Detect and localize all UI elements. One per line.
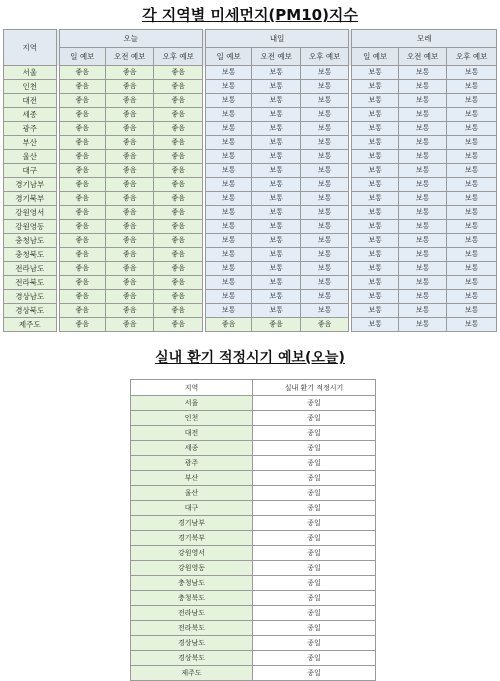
forecast-cell: 보통 xyxy=(398,150,446,164)
forecast-cell: 보통 xyxy=(300,276,349,290)
forecast-cell: 좋음 xyxy=(105,304,153,318)
region-cell: 전라남도 xyxy=(4,262,57,276)
forecast-cell: 보통 xyxy=(352,164,398,178)
forecast-cell: 보통 xyxy=(398,122,446,136)
forecast-cell: 보통 xyxy=(352,262,398,276)
ventilation-time-cell: 종일 xyxy=(253,531,376,546)
ventilation-time-cell: 종일 xyxy=(253,621,376,636)
forecast-cell: 보통 xyxy=(447,290,497,304)
forecast-cell: 보통 xyxy=(447,304,497,318)
table-row xyxy=(4,164,497,178)
forecast-cell: 보통 xyxy=(398,248,446,262)
table-row xyxy=(4,276,497,290)
forecast-cell: 보통 xyxy=(398,276,446,290)
ventilation-time-cell: 종일 xyxy=(253,666,376,681)
forecast-cell: 좋음 xyxy=(205,318,251,332)
table-row xyxy=(131,486,376,501)
forecast-cell: 보통 xyxy=(398,136,446,150)
sub-header-am: 오전 예보 xyxy=(252,48,300,66)
forecast-cell: 보통 xyxy=(205,108,251,122)
forecast-cell: 보통 xyxy=(352,122,398,136)
table-row xyxy=(4,178,497,192)
ventilation-header-row xyxy=(131,380,376,396)
forecast-cell: 보통 xyxy=(205,178,251,192)
forecast-cell: 보통 xyxy=(205,192,251,206)
forecast-cell: 좋음 xyxy=(59,164,105,178)
forecast-cell: 좋음 xyxy=(59,108,105,122)
region-cell: 대구 xyxy=(131,501,253,516)
forecast-cell: 보통 xyxy=(447,136,497,150)
forecast-cell: 보통 xyxy=(300,206,349,220)
table-row xyxy=(4,304,497,318)
table-row xyxy=(4,150,497,164)
forecast-cell: 보통 xyxy=(205,234,251,248)
forecast-cell: 좋음 xyxy=(154,192,203,206)
region-cell: 경상남도 xyxy=(131,636,253,651)
ventilation-time-cell: 종일 xyxy=(253,396,376,411)
ventilation-time-cell: 종일 xyxy=(253,516,376,531)
forecast-cell: 보통 xyxy=(252,304,300,318)
forecast-cell: 보통 xyxy=(252,276,300,290)
table-row xyxy=(4,234,497,248)
forecast-cell: 보통 xyxy=(300,234,349,248)
forecast-cell: 좋음 xyxy=(105,220,153,234)
forecast-cell: 좋음 xyxy=(105,276,153,290)
forecast-cell: 좋음 xyxy=(105,94,153,108)
forecast-cell: 보통 xyxy=(447,66,497,80)
day-group-header-row xyxy=(4,30,497,48)
forecast-cell: 좋음 xyxy=(105,234,153,248)
table-row xyxy=(4,80,497,94)
region-cell: 세종 xyxy=(4,108,57,122)
forecast-cell: 보통 xyxy=(352,220,398,234)
forecast-cell: 보통 xyxy=(205,80,251,94)
region-header: 지역 xyxy=(4,30,57,66)
forecast-cell: 보통 xyxy=(252,178,300,192)
table-row xyxy=(4,136,497,150)
sub-header-am: 오전 예보 xyxy=(398,48,446,66)
region-cell: 충청북도 xyxy=(4,248,57,262)
ventilation-time-cell: 종일 xyxy=(253,636,376,651)
table-row xyxy=(4,262,497,276)
ventilation-time-cell: 종일 xyxy=(253,576,376,591)
table-row xyxy=(4,108,497,122)
forecast-cell: 좋음 xyxy=(154,164,203,178)
sub-header-pm: 오후 예보 xyxy=(154,48,203,66)
ventilation-time-cell: 종일 xyxy=(253,411,376,426)
forecast-cell: 보통 xyxy=(252,80,300,94)
forecast-cell: 보통 xyxy=(205,220,251,234)
region-cell: 제주도 xyxy=(4,318,57,332)
table-row xyxy=(4,122,497,136)
forecast-cell: 보통 xyxy=(352,234,398,248)
forecast-cell: 보통 xyxy=(352,290,398,304)
forecast-cell: 보통 xyxy=(398,262,446,276)
forecast-cell: 보통 xyxy=(398,206,446,220)
day-group-tomorrow: 내일 xyxy=(205,30,348,48)
table-row xyxy=(131,606,376,621)
forecast-cell: 보통 xyxy=(300,136,349,150)
forecast-cell: 보통 xyxy=(300,290,349,304)
sub-header-daily: 일 예보 xyxy=(59,48,105,66)
region-cell: 인천 xyxy=(131,411,253,426)
forecast-cell: 좋음 xyxy=(105,248,153,262)
region-cell: 울산 xyxy=(131,486,253,501)
forecast-cell: 좋음 xyxy=(59,80,105,94)
sub-header-pm: 오후 예보 xyxy=(447,48,497,66)
forecast-cell: 좋음 xyxy=(59,122,105,136)
region-cell: 전라남도 xyxy=(131,606,253,621)
forecast-cell: 좋음 xyxy=(59,234,105,248)
forecast-cell: 좋음 xyxy=(154,206,203,220)
sub-header-am: 오전 예보 xyxy=(105,48,153,66)
forecast-cell: 보통 xyxy=(352,248,398,262)
region-cell: 서울 xyxy=(131,396,253,411)
forecast-cell: 보통 xyxy=(205,304,251,318)
forecast-cell: 좋음 xyxy=(154,304,203,318)
table-row xyxy=(131,651,376,666)
forecast-cell: 보통 xyxy=(352,192,398,206)
forecast-cell: 보통 xyxy=(205,276,251,290)
forecast-cell: 보통 xyxy=(252,234,300,248)
forecast-cell: 보통 xyxy=(447,94,497,108)
table-row xyxy=(4,206,497,220)
region-cell: 충청남도 xyxy=(4,234,57,248)
forecast-cell: 보통 xyxy=(252,290,300,304)
forecast-cell: 보통 xyxy=(252,262,300,276)
region-cell: 대전 xyxy=(4,94,57,108)
table-row xyxy=(131,471,376,486)
forecast-cell: 좋음 xyxy=(59,276,105,290)
forecast-cell: 좋음 xyxy=(105,178,153,192)
forecast-cell: 보통 xyxy=(300,150,349,164)
forecast-cell: 좋음 xyxy=(105,290,153,304)
region-cell: 대구 xyxy=(4,164,57,178)
table-row xyxy=(131,396,376,411)
pm10-table xyxy=(3,29,497,332)
forecast-cell: 보통 xyxy=(300,248,349,262)
table-row xyxy=(131,591,376,606)
forecast-cell: 보통 xyxy=(398,220,446,234)
forecast-cell: 보통 xyxy=(352,276,398,290)
forecast-cell: 보통 xyxy=(300,66,349,80)
forecast-cell: 보통 xyxy=(352,80,398,94)
table-row xyxy=(131,501,376,516)
forecast-cell: 보통 xyxy=(205,94,251,108)
forecast-cell: 좋음 xyxy=(59,290,105,304)
forecast-cell: 좋음 xyxy=(105,192,153,206)
forecast-cell: 보통 xyxy=(447,122,497,136)
forecast-cell: 보통 xyxy=(205,262,251,276)
forecast-cell: 좋음 xyxy=(154,290,203,304)
region-cell: 강원영동 xyxy=(131,561,253,576)
forecast-cell: 좋음 xyxy=(59,150,105,164)
forecast-cell: 좋음 xyxy=(105,206,153,220)
region-cell: 경기남부 xyxy=(4,178,57,192)
region-cell: 울산 xyxy=(4,150,57,164)
ventilation-region-header: 지역 xyxy=(131,380,253,396)
forecast-cell: 좋음 xyxy=(59,66,105,80)
table-row xyxy=(131,531,376,546)
forecast-cell: 보통 xyxy=(300,122,349,136)
table-row xyxy=(4,220,497,234)
forecast-cell: 보통 xyxy=(205,290,251,304)
forecast-cell: 보통 xyxy=(205,164,251,178)
forecast-cell: 좋음 xyxy=(154,122,203,136)
forecast-cell: 좋음 xyxy=(105,136,153,150)
ventilation-time-cell: 종일 xyxy=(253,456,376,471)
ventilation-time-cell: 종일 xyxy=(253,591,376,606)
forecast-cell: 보통 xyxy=(205,122,251,136)
forecast-cell: 좋음 xyxy=(105,122,153,136)
forecast-cell: 보통 xyxy=(252,206,300,220)
forecast-cell: 보통 xyxy=(252,164,300,178)
forecast-cell: 보통 xyxy=(352,304,398,318)
forecast-cell: 보통 xyxy=(252,108,300,122)
forecast-cell: 좋음 xyxy=(59,318,105,332)
forecast-cell: 보통 xyxy=(205,206,251,220)
forecast-cell: 보통 xyxy=(398,178,446,192)
forecast-cell: 좋음 xyxy=(59,248,105,262)
forecast-cell: 좋음 xyxy=(154,80,203,94)
table-row xyxy=(131,666,376,681)
region-cell: 부산 xyxy=(4,136,57,150)
region-cell: 강원영서 xyxy=(4,206,57,220)
region-cell: 경기북부 xyxy=(4,192,57,206)
forecast-cell: 좋음 xyxy=(300,318,349,332)
table-row xyxy=(4,248,497,262)
table-row xyxy=(4,318,497,332)
forecast-cell: 보통 xyxy=(398,304,446,318)
forecast-cell: 좋음 xyxy=(154,108,203,122)
forecast-cell: 좋음 xyxy=(154,178,203,192)
forecast-cell: 좋음 xyxy=(154,276,203,290)
pm10-table-body xyxy=(4,66,497,332)
ventilation-time-cell: 종일 xyxy=(253,486,376,501)
region-cell: 충청북도 xyxy=(131,591,253,606)
region-cell: 경상남도 xyxy=(4,290,57,304)
forecast-cell: 보통 xyxy=(447,276,497,290)
forecast-cell: 보통 xyxy=(252,122,300,136)
forecast-cell: 좋음 xyxy=(252,318,300,332)
sub-header-row xyxy=(4,48,497,66)
sub-header-daily: 일 예보 xyxy=(205,48,251,66)
forecast-cell: 보통 xyxy=(352,136,398,150)
table-row xyxy=(131,516,376,531)
forecast-cell: 보통 xyxy=(447,262,497,276)
forecast-cell: 보통 xyxy=(398,290,446,304)
forecast-cell: 보통 xyxy=(205,150,251,164)
region-cell: 제주도 xyxy=(131,666,253,681)
forecast-cell: 좋음 xyxy=(59,136,105,150)
forecast-cell: 좋음 xyxy=(105,262,153,276)
day-group-day-after: 모레 xyxy=(352,30,497,48)
ventilation-title: 실내 환기 적정시기 예보(오늘) xyxy=(155,350,345,366)
forecast-cell: 보통 xyxy=(398,66,446,80)
forecast-cell: 보통 xyxy=(447,164,497,178)
region-cell: 경상북도 xyxy=(131,651,253,666)
forecast-cell: 보통 xyxy=(352,178,398,192)
forecast-cell: 보통 xyxy=(352,94,398,108)
forecast-cell: 좋음 xyxy=(105,80,153,94)
forecast-cell: 보통 xyxy=(205,136,251,150)
ventilation-time-cell: 종일 xyxy=(253,501,376,516)
forecast-cell: 보통 xyxy=(352,108,398,122)
region-cell: 강원영서 xyxy=(131,546,253,561)
forecast-cell: 좋음 xyxy=(154,66,203,80)
region-cell: 광주 xyxy=(131,456,253,471)
table-row xyxy=(131,546,376,561)
ventilation-time-cell: 종일 xyxy=(253,561,376,576)
forecast-cell: 좋음 xyxy=(154,94,203,108)
forecast-cell: 보통 xyxy=(300,164,349,178)
region-cell: 경기남부 xyxy=(131,516,253,531)
forecast-cell: 보통 xyxy=(398,234,446,248)
forecast-cell: 보통 xyxy=(447,150,497,164)
forecast-cell: 보통 xyxy=(205,248,251,262)
ventilation-table-body xyxy=(131,396,376,681)
table-row xyxy=(131,561,376,576)
forecast-cell: 보통 xyxy=(252,150,300,164)
forecast-cell: 보통 xyxy=(300,262,349,276)
ventilation-time-cell: 종일 xyxy=(253,471,376,486)
forecast-cell: 좋음 xyxy=(154,262,203,276)
forecast-cell: 보통 xyxy=(352,318,398,332)
region-cell: 전라북도 xyxy=(131,621,253,636)
table-row xyxy=(131,636,376,651)
forecast-cell: 보통 xyxy=(300,94,349,108)
ventilation-time-header: 실내 환기 적정시기 xyxy=(253,380,376,396)
forecast-cell: 보통 xyxy=(447,248,497,262)
region-cell: 경상북도 xyxy=(4,304,57,318)
region-cell: 세종 xyxy=(131,441,253,456)
forecast-cell: 좋음 xyxy=(59,304,105,318)
forecast-cell: 좋음 xyxy=(105,66,153,80)
forecast-cell: 보통 xyxy=(300,80,349,94)
forecast-cell: 보통 xyxy=(447,318,497,332)
table-row xyxy=(131,456,376,471)
forecast-cell: 보통 xyxy=(300,304,349,318)
ventilation-table xyxy=(130,379,376,681)
forecast-cell: 보통 xyxy=(447,234,497,248)
forecast-cell: 보통 xyxy=(205,66,251,80)
table-row xyxy=(131,426,376,441)
ventilation-time-cell: 종일 xyxy=(253,606,376,621)
forecast-cell: 보통 xyxy=(398,192,446,206)
forecast-cell: 보통 xyxy=(352,66,398,80)
forecast-cell: 좋음 xyxy=(59,220,105,234)
region-cell: 대전 xyxy=(131,426,253,441)
ventilation-time-cell: 종일 xyxy=(253,546,376,561)
sub-header-daily: 일 예보 xyxy=(352,48,398,66)
region-cell: 경기북부 xyxy=(131,531,253,546)
table-row xyxy=(131,576,376,591)
forecast-cell: 좋음 xyxy=(105,150,153,164)
forecast-cell: 보통 xyxy=(447,80,497,94)
forecast-cell: 보통 xyxy=(252,94,300,108)
forecast-cell: 보통 xyxy=(352,206,398,220)
forecast-cell: 보통 xyxy=(398,164,446,178)
forecast-cell: 보통 xyxy=(447,220,497,234)
forecast-cell: 보통 xyxy=(300,220,349,234)
forecast-cell: 보통 xyxy=(447,206,497,220)
table-row xyxy=(4,192,497,206)
forecast-cell: 좋음 xyxy=(105,164,153,178)
forecast-cell: 좋음 xyxy=(59,178,105,192)
forecast-cell: 좋음 xyxy=(105,108,153,122)
table-row xyxy=(4,290,497,304)
region-cell: 인천 xyxy=(4,80,57,94)
forecast-cell: 보통 xyxy=(252,192,300,206)
forecast-cell: 좋음 xyxy=(59,206,105,220)
region-cell: 광주 xyxy=(4,122,57,136)
forecast-cell: 좋음 xyxy=(59,192,105,206)
table-row xyxy=(131,621,376,636)
region-cell: 전라북도 xyxy=(4,276,57,290)
table-row xyxy=(4,66,497,80)
ventilation-time-cell: 종일 xyxy=(253,441,376,456)
table-row xyxy=(4,94,497,108)
forecast-cell: 좋음 xyxy=(154,318,203,332)
forecast-cell: 좋음 xyxy=(154,234,203,248)
forecast-cell: 보통 xyxy=(252,220,300,234)
forecast-cell: 좋음 xyxy=(59,262,105,276)
forecast-cell: 좋음 xyxy=(154,136,203,150)
table-row xyxy=(131,441,376,456)
forecast-cell: 보통 xyxy=(252,66,300,80)
forecast-cell: 좋음 xyxy=(59,94,105,108)
forecast-cell: 보통 xyxy=(398,108,446,122)
table-row xyxy=(131,411,376,426)
region-cell: 강원영동 xyxy=(4,220,57,234)
region-cell: 서울 xyxy=(4,66,57,80)
forecast-cell: 보통 xyxy=(398,318,446,332)
forecast-cell: 보통 xyxy=(300,108,349,122)
forecast-cell: 보통 xyxy=(300,192,349,206)
forecast-cell: 보통 xyxy=(447,192,497,206)
sub-header-pm: 오후 예보 xyxy=(300,48,349,66)
forecast-cell: 보통 xyxy=(352,150,398,164)
forecast-cell: 좋음 xyxy=(154,248,203,262)
forecast-cell: 보통 xyxy=(398,94,446,108)
forecast-cell: 보통 xyxy=(447,178,497,192)
forecast-cell: 좋음 xyxy=(154,150,203,164)
region-cell: 충청남도 xyxy=(131,576,253,591)
region-cell: 부산 xyxy=(131,471,253,486)
day-group-today: 오늘 xyxy=(59,30,202,48)
forecast-cell: 보통 xyxy=(300,178,349,192)
forecast-cell: 좋음 xyxy=(154,220,203,234)
forecast-cell: 보통 xyxy=(398,80,446,94)
forecast-cell: 보통 xyxy=(252,136,300,150)
ventilation-time-cell: 종일 xyxy=(253,651,376,666)
forecast-cell: 보통 xyxy=(252,248,300,262)
pm10-title: 각 지역별 미세먼지(PM10)지수 xyxy=(142,6,358,24)
forecast-cell: 보통 xyxy=(447,108,497,122)
ventilation-time-cell: 종일 xyxy=(253,426,376,441)
forecast-cell: 좋음 xyxy=(105,318,153,332)
